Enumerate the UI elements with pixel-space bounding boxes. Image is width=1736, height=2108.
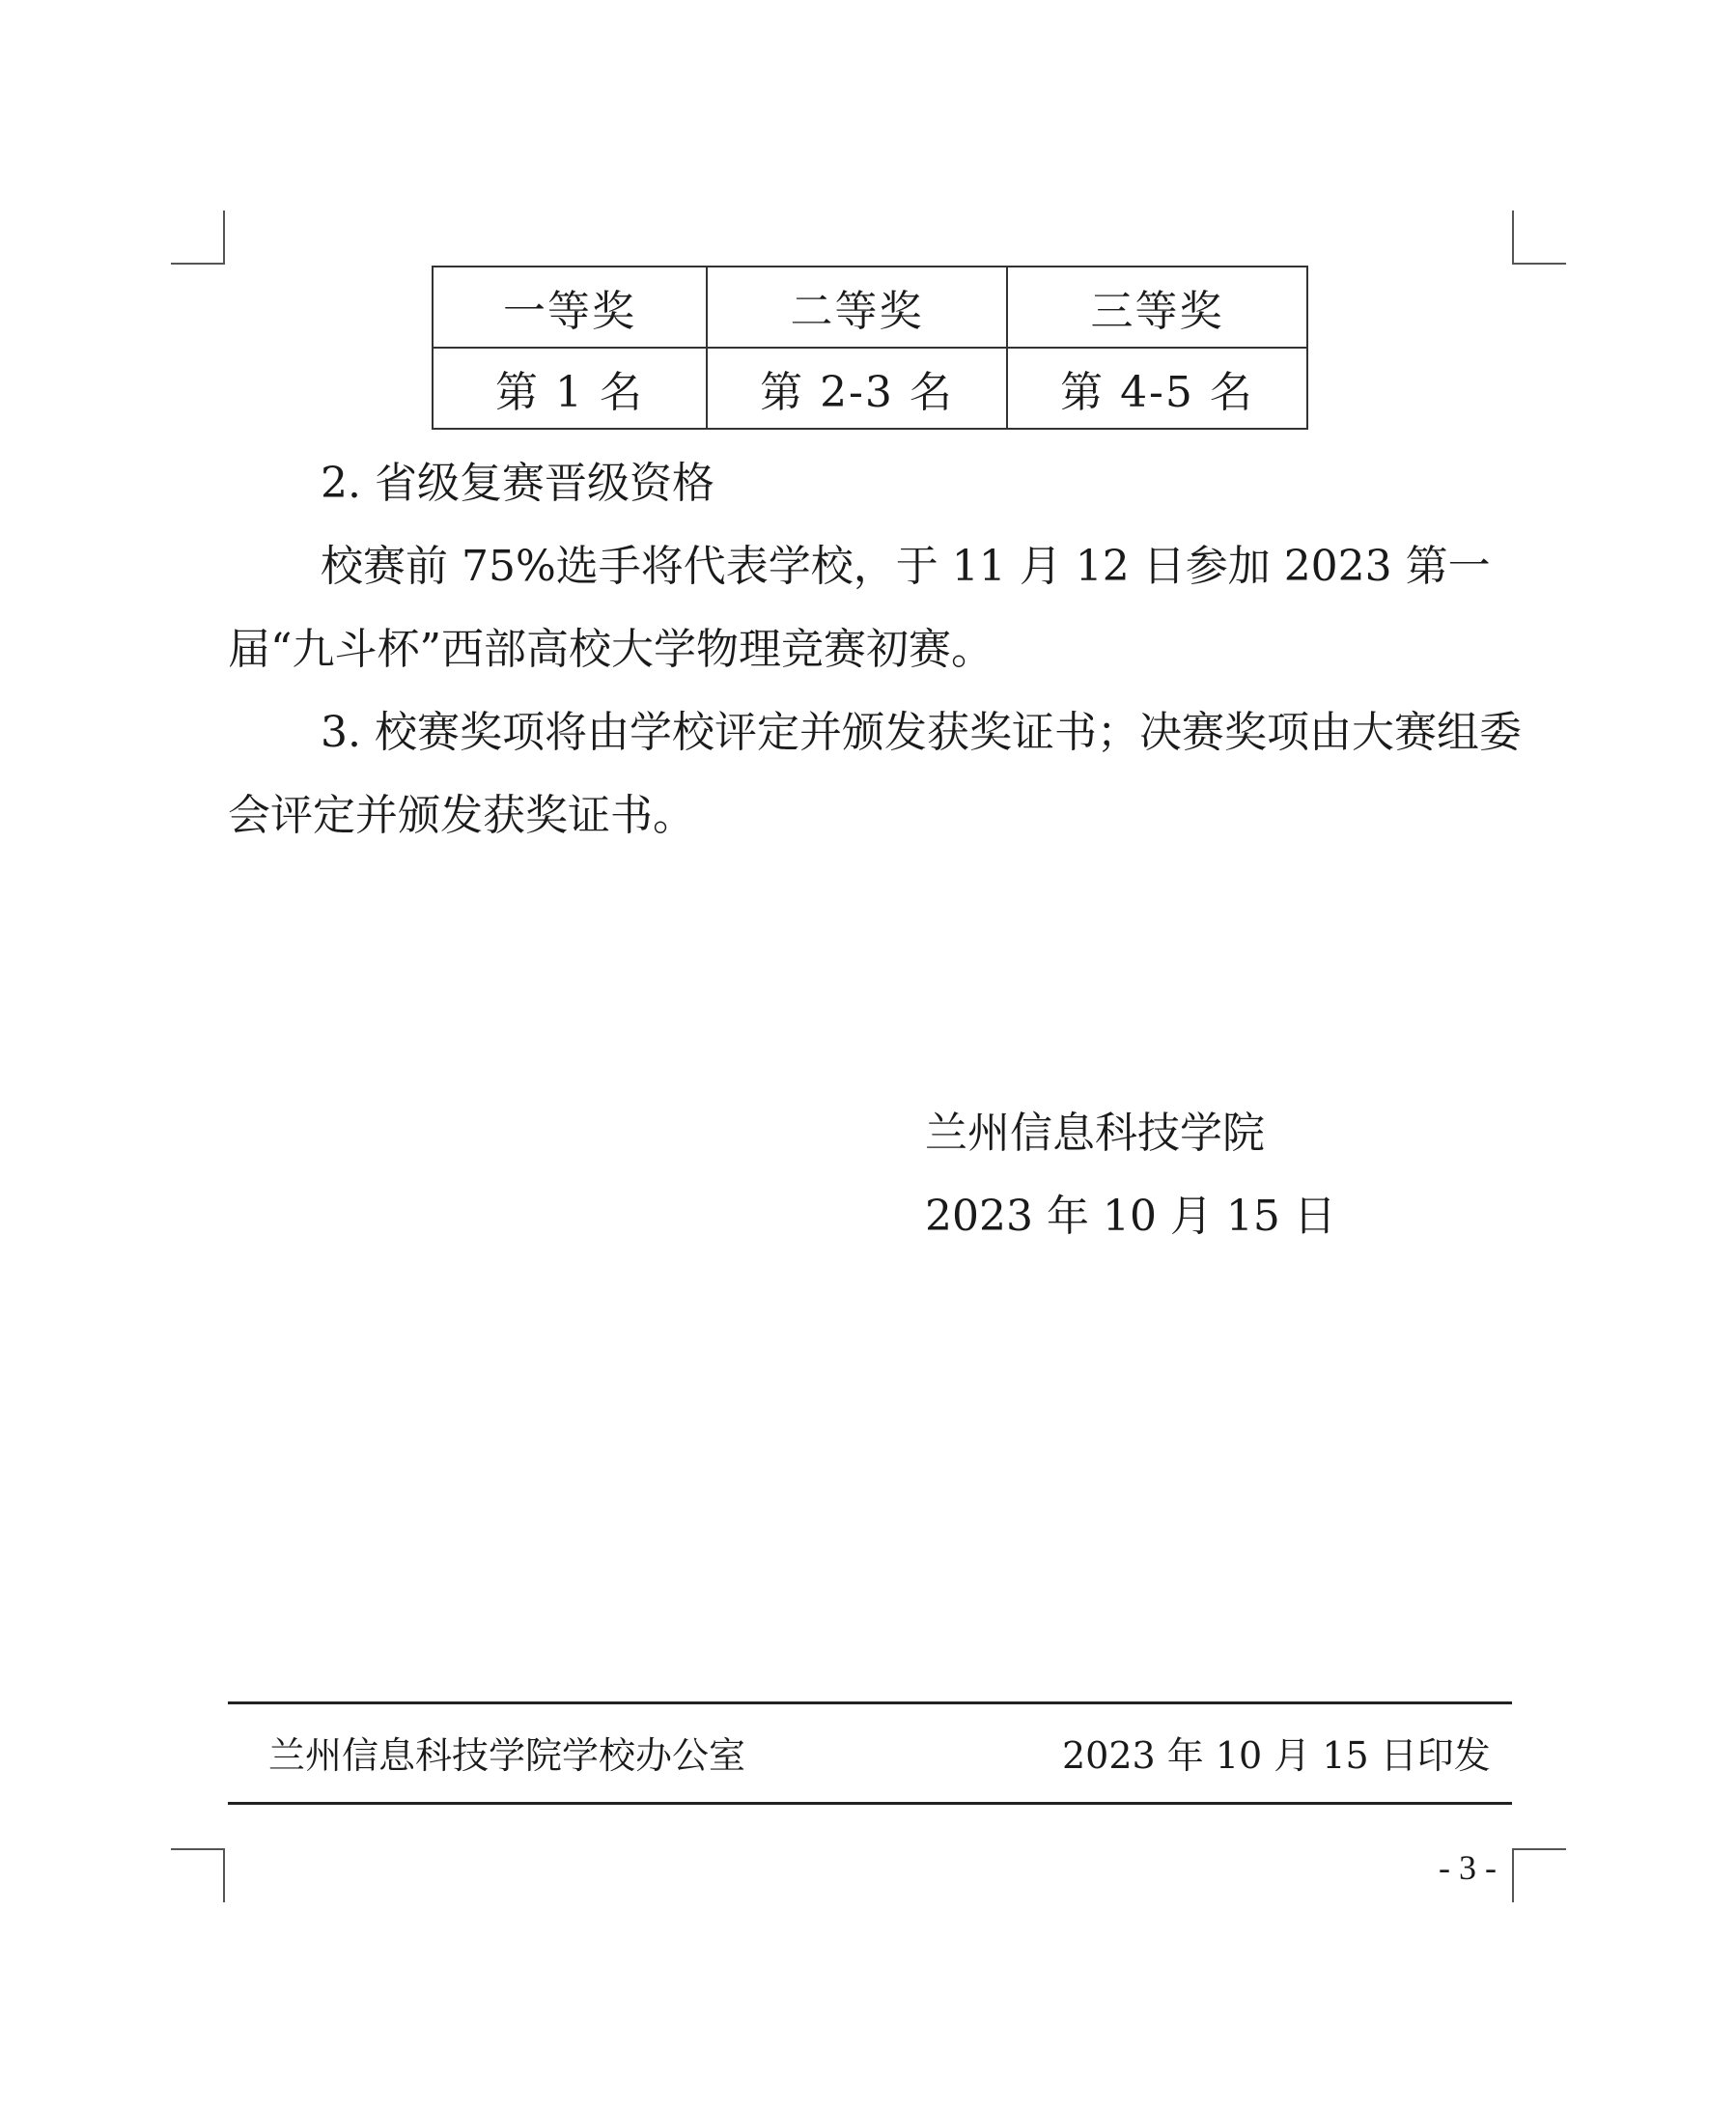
award-table [432, 266, 1308, 430]
section-2-heading: 2. 省级复赛晋级资格 [321, 459, 714, 508]
page-number: - 3 - [1439, 1848, 1497, 1887]
signature-organization: 兰州信息科技学院 [925, 1109, 1265, 1158]
crop-mark [1512, 1848, 1514, 1902]
table-cell: 第 1 名 [433, 348, 707, 429]
signature-date: 2023 年 10 月 15 日 [925, 1192, 1336, 1241]
table-header-cell: 二等奖 [707, 267, 1007, 348]
crop-mark [171, 263, 225, 265]
crop-mark [171, 1848, 225, 1850]
crop-mark [223, 211, 225, 265]
table-header-cell: 三等奖 [1007, 267, 1307, 348]
footer-issue-date: 2023 年 10 月 15 日印发 [1062, 1734, 1491, 1777]
table-header-row [433, 267, 1307, 348]
footer-divider-top [228, 1701, 1512, 1704]
section-2-body: 校赛前 75%选手将代表学校，于 11 月 12 日参加 2023 第一届“九斗杯”西部高校大学物理竞赛初赛。 [228, 542, 1491, 674]
crop-mark [1512, 211, 1514, 265]
footer-divider-bottom [228, 1802, 1512, 1805]
crop-mark [1512, 263, 1566, 265]
table-cell: 第 2-3 名 [707, 348, 1007, 429]
section-3-body: 3. 校赛奖项将由学校评定并颁发获奖证书；决赛奖项由大赛组委会评定并颁发获奖证书。 [228, 708, 1522, 840]
footer-issuer: 兰州信息科技学院学校办公室 [268, 1734, 746, 1777]
table-header-cell: 一等奖 [433, 267, 707, 348]
table-row [433, 348, 1307, 429]
table-cell: 第 4-5 名 [1007, 348, 1307, 429]
crop-mark [223, 1848, 225, 1902]
crop-mark [1512, 1848, 1566, 1850]
